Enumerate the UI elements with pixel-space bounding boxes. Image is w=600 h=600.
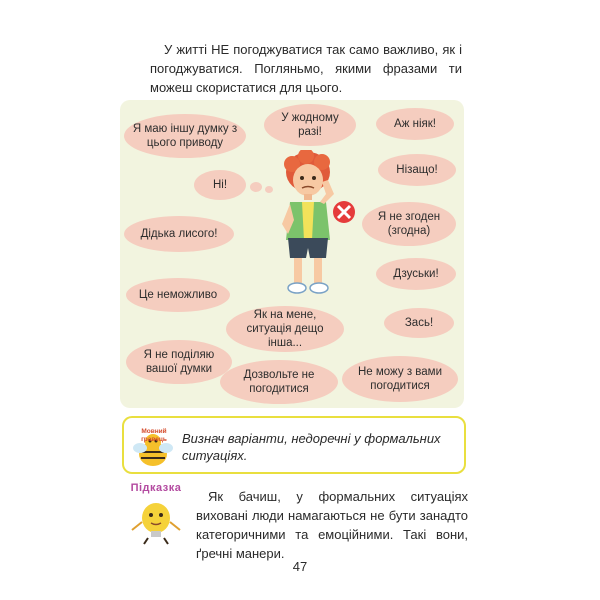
phrase-bubble: Не можу з вами погодитися: [342, 356, 458, 402]
task-text: Визнач варіанти, недоречні у формальних ситуаціях.: [182, 431, 441, 463]
hint-badge-label: Підказка: [130, 482, 182, 494]
phrase-bubble: Я не поділяю вашої думки: [126, 340, 232, 384]
intro-paragraph: У житті НЕ погоджуватися так само важливо, як і погоджуватися. Погляньмо, якими фразами ти можеш скористатися для цього.: [150, 42, 462, 95]
phrase-bubble: Як на мене, ситуація дещо інша...: [226, 306, 344, 352]
task-box: [122, 416, 466, 474]
bee-badge: [128, 422, 178, 474]
hint-badge: [120, 482, 190, 546]
phrase-bubble: Дозвольте не погодитися: [220, 360, 338, 404]
phrase-bubble: Дідька лисого!: [124, 216, 234, 252]
page-number: 47: [292, 559, 308, 574]
thought-dot: [250, 182, 262, 192]
phrase-bubble: У жодному разі!: [264, 104, 356, 146]
phrase-bubble: Ні!: [194, 170, 246, 200]
phrase-bubble: Дзуськи!: [376, 258, 456, 290]
phrase-bubble: Аж ніяк!: [376, 108, 454, 140]
bee-badge-label: Мовний гравець: [141, 428, 167, 443]
phrase-bubble: Я не згоден (згодна): [362, 202, 456, 246]
phrase-bubble: Нізащо!: [378, 154, 456, 186]
phrase-bubble: Це неможливо: [126, 278, 230, 312]
boy-illustration: [268, 150, 360, 300]
phrase-bubble: Я маю іншу думку з цього приводу: [124, 114, 246, 158]
hint-text: Як бачиш, у формальних ситуаціях виховані люди намагаються не бути занадто категоричними та емоційними. Такі вони, ґречні манери.: [196, 489, 468, 561]
phrase-bubble: Зась!: [384, 308, 454, 338]
